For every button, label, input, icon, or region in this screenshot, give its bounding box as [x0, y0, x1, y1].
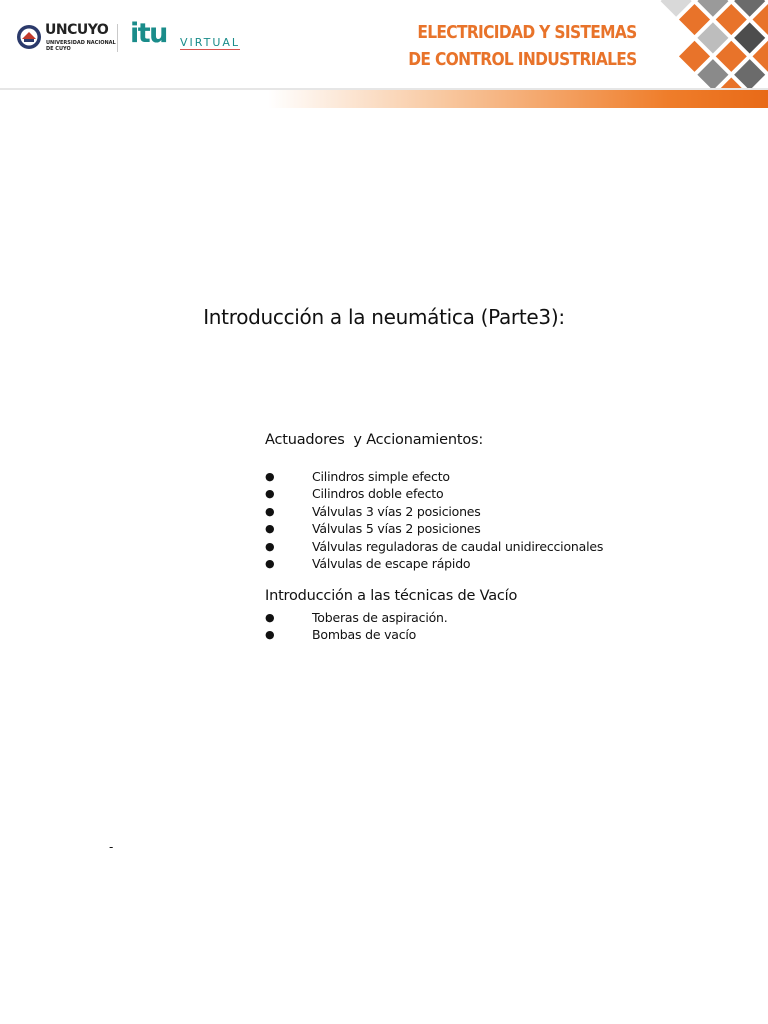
actuadores-list [265, 468, 603, 572]
virtual-wordmark: VIRTUAL [180, 36, 241, 49]
bullet-icon: ● [265, 522, 275, 536]
uncuyo-logo [16, 22, 116, 54]
page-title: Introducción a la neumática (Parte3): [203, 305, 565, 329]
uncuyo-subtitle: UNIVERSIDAD NACIONAL DE CUYO [46, 40, 116, 52]
list-item [265, 626, 448, 643]
list-item [265, 520, 603, 537]
uncuyo-seal-icon [16, 24, 42, 50]
course-title [409, 19, 637, 73]
list-item-text: Toberas de aspiración. [312, 610, 448, 625]
logo-divider [117, 24, 118, 52]
course-title-line-1: ELECTRICIDAD Y SISTEMAS [417, 22, 637, 43]
list-item-text: Cilindros doble efecto [312, 486, 444, 502]
bullet-icon: ● [265, 556, 275, 570]
list-item-text: Bombas de vacío [312, 627, 417, 643]
list-item [265, 503, 603, 520]
list-item [265, 468, 603, 485]
bullet-icon: ● [265, 628, 275, 642]
list-item-text: Cilindros simple efecto [312, 469, 450, 484]
vacio-list [265, 609, 448, 644]
itu-virtual-logo [130, 18, 242, 54]
bullet-icon: ● [265, 504, 275, 518]
bullet-icon: ● [265, 611, 275, 624]
section-heading-actuadores: Actuadores y Accionamientos: [265, 432, 484, 448]
list-item [265, 555, 603, 572]
trailing-dash: - [109, 840, 114, 854]
header-accent-bar [268, 90, 768, 108]
page-header [0, 0, 768, 108]
section-heading-vacio: Introducción a las técnicas de Vacío [265, 588, 518, 604]
bullet-icon: ● [265, 539, 275, 553]
list-item-text: Válvulas reguladoras de caudal unidireccionales [312, 538, 604, 554]
uncuyo-wordmark: UNCUYO [45, 22, 109, 38]
list-item [265, 609, 448, 626]
bullet-icon: ● [265, 487, 275, 501]
list-item [265, 485, 603, 502]
list-item-text: Válvulas de escape rápido [312, 555, 471, 571]
decorative-cube-pattern [638, 0, 768, 90]
bullet-icon: ● [265, 470, 275, 483]
itu-wordmark: itu [130, 18, 167, 49]
list-item-text: Válvulas 3 vías 2 posiciones [312, 503, 481, 519]
course-title-line-2: DE CONTROL INDUSTRIALES [408, 49, 637, 70]
list-item [265, 538, 603, 555]
list-item-text: Válvulas 5 vías 2 posiciones [312, 521, 481, 537]
